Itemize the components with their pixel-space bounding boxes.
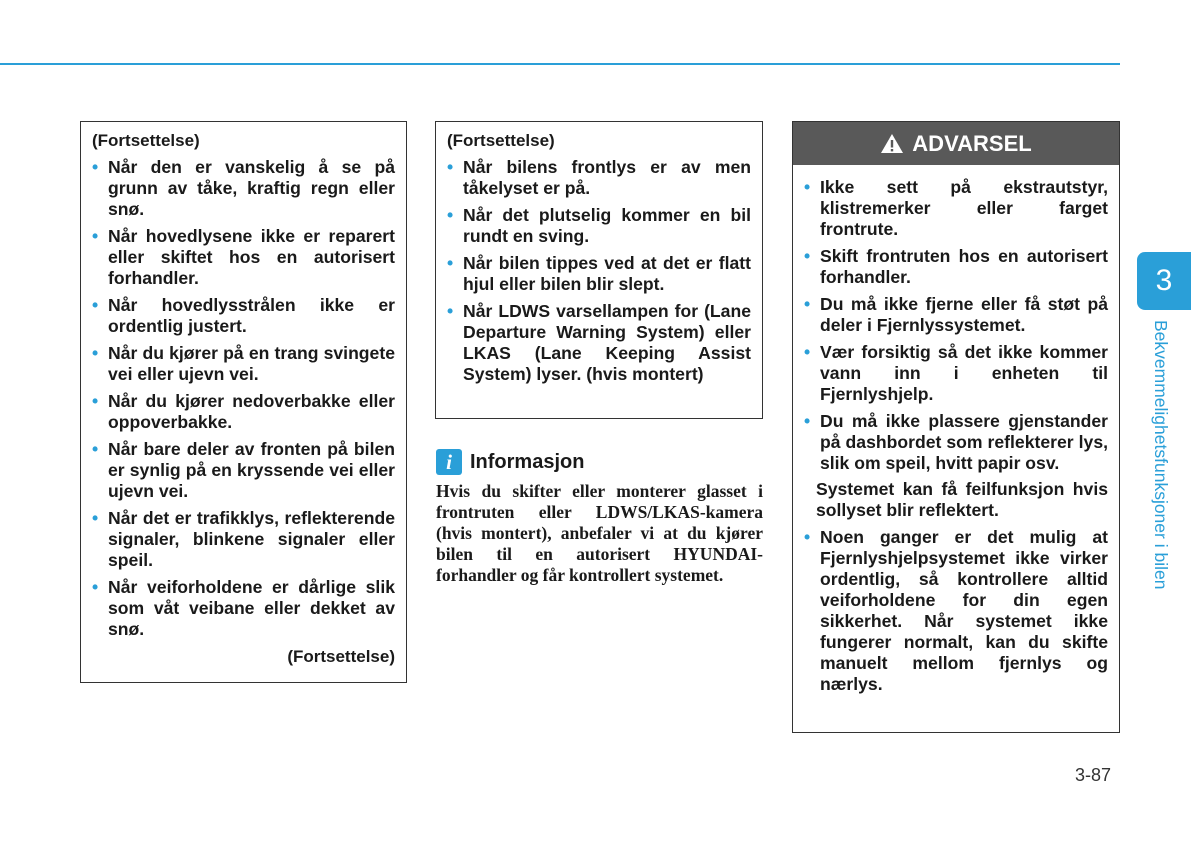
list-item: • Når du kjører på en trang svingete vei eller ujevn vei. xyxy=(92,343,395,384)
warning-header xyxy=(793,122,1119,165)
bullet-list xyxy=(804,177,1108,474)
list-item: • Når bare deler av fronten på bilen er synlig på en kryssende vei eller ujevn vei. xyxy=(92,439,395,501)
list-item: • Når bilen tippes ved at det er flatt hjul eller bilen blir slept. xyxy=(447,253,751,294)
list-item: • Når LDWS varsellampen for (Lane Departure Warning System) eller LKAS (Lane Keeping Assist System) lyser. (hvis montert) xyxy=(447,301,751,384)
bullet-icon: • xyxy=(92,157,99,177)
warning-body xyxy=(793,165,1119,695)
list-item: • Vær forsiktig så det ikke kommer vann inn i enheten til Fjernlyshjelp. xyxy=(804,342,1108,404)
info-header xyxy=(436,449,763,475)
bullet-icon: • xyxy=(92,226,99,246)
page-number: 3-87 xyxy=(1075,765,1112,785)
bullet-icon: • xyxy=(92,295,99,315)
bullet-list xyxy=(92,157,395,640)
list-item: • Du må ikke plassere gjenstander på dashbordet som reflekterer lys, slik om speil, hvitt papir osv. xyxy=(804,411,1108,473)
list-item: • Når det plutselig kommer en bil rundt en sving. xyxy=(447,205,751,246)
info-text: Hvis du skifter eller monterer glasset i frontruten eller LDWS/LKAS-kamera (hvis montert), anbefaler vi at du kjører bilen til en autorisert HYUNDAI-forhandler og får kontrollert systemet. xyxy=(436,481,763,585)
info-icon: i xyxy=(436,449,462,475)
info-title: Informasjon xyxy=(470,450,585,473)
list-item: • Når bilens frontlys er av men tåkelyset er på. xyxy=(447,157,751,198)
warning-title: ADVARSEL xyxy=(912,130,1032,156)
bullet-icon: • xyxy=(92,577,99,597)
bullet-icon: • xyxy=(92,391,99,411)
list-item: • Du må ikke fjerne eller få støt på deler i Fjernlyssystemet. xyxy=(804,294,1108,335)
bullet-list xyxy=(447,157,751,385)
bullet-icon: • xyxy=(804,246,811,266)
continued-label: (Fortsettelse) xyxy=(447,131,555,150)
warning-note: Systemet kan få feilfunksjon hvis sollyset blir reflektert. xyxy=(816,479,1108,520)
top-rule xyxy=(0,63,1120,65)
warning-box xyxy=(792,121,1120,733)
continued-box-left xyxy=(80,121,407,683)
bullet-list xyxy=(804,527,1108,695)
list-item: • Når du kjører nedoverbakke eller oppoverbakke. xyxy=(92,391,395,432)
bullet-icon: • xyxy=(447,157,454,177)
chapter-tab: 3 xyxy=(1137,252,1191,310)
bullet-icon: • xyxy=(447,205,454,225)
list-item: • Noen ganger er det mulig at Fjernlyshjelpsystemet ikke virker ordentlig, så kontrollere alltid veiforholdene for din egen sikkerhet. Når systemet ikke fungerer normalt, kan du skifte manuelt mellom fjernlys og nærlys. xyxy=(804,527,1108,694)
bullet-icon: • xyxy=(92,343,99,363)
list-item: • Når hovedlysene ikke er reparert eller skiftet hos en autorisert forhandler. xyxy=(92,226,395,288)
bullet-icon: • xyxy=(804,342,811,362)
bullet-icon: • xyxy=(447,253,454,273)
list-item: • Ikke sett på ekstrautstyr, klistremerker eller farget frontrute. xyxy=(804,177,1108,239)
information-note xyxy=(436,449,763,586)
list-item: • Når det er trafikklys, reflekterende signaler, blinkene signaler eller speil. xyxy=(92,508,395,570)
bullet-icon: • xyxy=(92,508,99,528)
continued-box-middle xyxy=(435,121,763,419)
list-item: • Skift frontruten hos en autorisert forhandler. xyxy=(804,246,1108,287)
bullet-icon: • xyxy=(804,527,811,547)
bullet-icon: • xyxy=(447,301,454,321)
chapter-title: Bekvemmelighetsfunksjoner i bilen xyxy=(1151,320,1171,590)
list-item: • Når hovedlysstrålen ikke er ordentlig justert. xyxy=(92,295,395,336)
list-item: • Når den er vanskelig å se på grunn av tåke, kraftig regn eller snø. xyxy=(92,157,395,219)
bullet-icon: • xyxy=(804,294,811,314)
bullet-icon: • xyxy=(92,439,99,459)
continued-label: (Fortsettelse) xyxy=(92,131,200,150)
warning-triangle-icon xyxy=(880,133,904,154)
list-item: • Når veiforholdene er dårlige slik som våt veibane eller dekket av snø. xyxy=(92,577,395,639)
bullet-icon: • xyxy=(804,177,811,197)
continued-label-bottom: (Fortsettelse) xyxy=(287,647,395,666)
bullet-icon: • xyxy=(804,411,811,431)
